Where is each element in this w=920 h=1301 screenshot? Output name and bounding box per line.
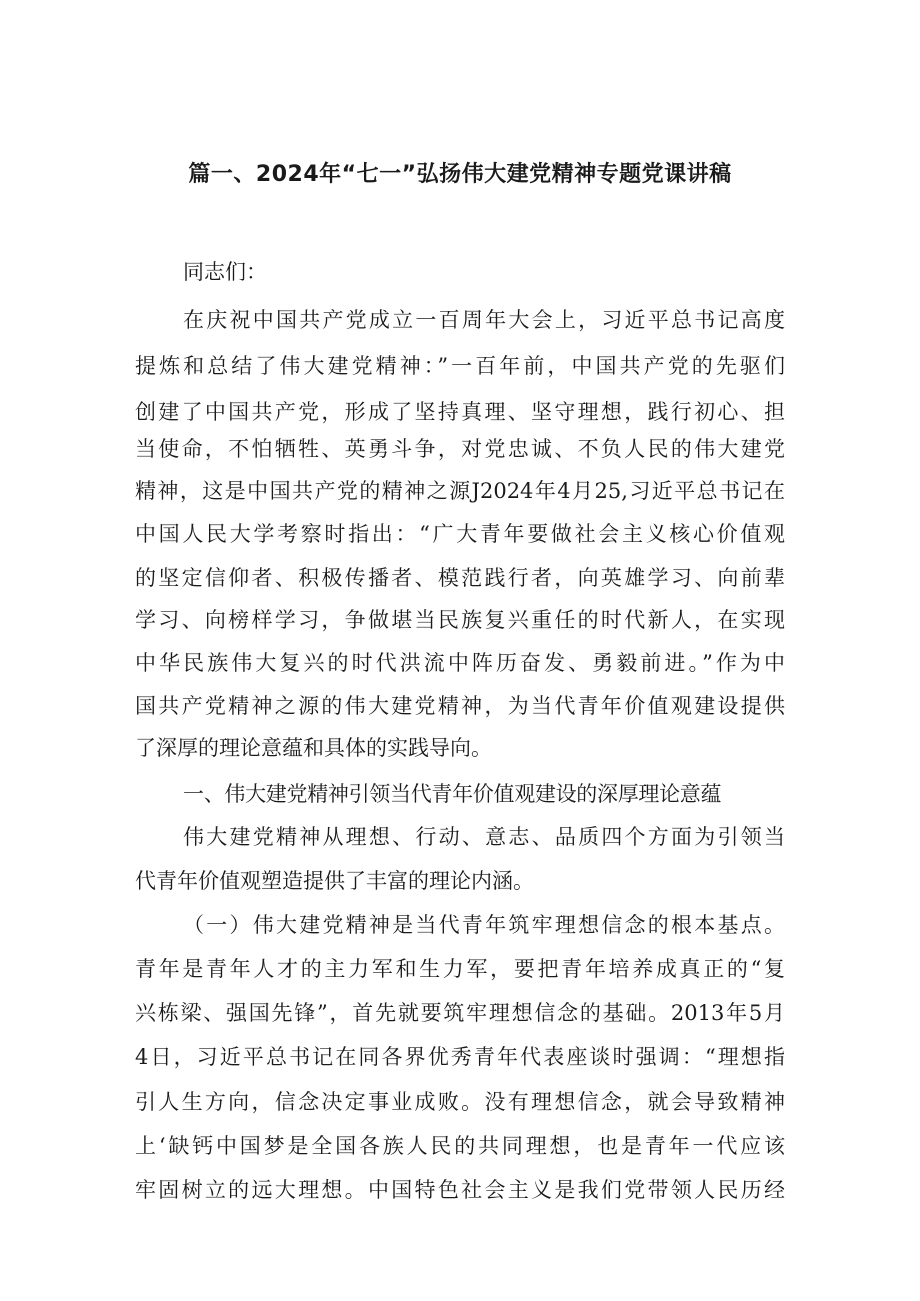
para3-line-2: 青年是青年人才的主力军和生力军，要把青年培养成真正的“复 [135, 957, 785, 981]
para1-line-5: 精神，这是中国共产党的精神之源J2024年4月25,习近平总书记在 [135, 479, 785, 503]
section-heading-1: 一、伟大建党精神引领当代青年价值观建设的深厚理论意蕴 [183, 782, 722, 806]
greeting: 同志们： [183, 260, 267, 284]
para1-line-6: 中国人民大学考察时指出：“广大青年要做社会主义核心价值观 [135, 522, 785, 546]
para2-line-1: 伟大建党精神从理想、行动、意志、品质四个方面为引领当 [183, 825, 785, 849]
document-title: 篇一、2024年“七一”弘扬伟大建党精神专题党课讲稿 [188, 162, 732, 187]
para3-line-7: 牢固树立的远大理想。中国特色社会主义是我们党带领人民历经 [135, 1178, 785, 1202]
para2-line-2: 代青年价值观塑造提供了丰富的理论内涵。 [135, 869, 534, 893]
para1-line-2: 提炼和总结了伟大建党精神：”一百年前，中国共产党的先驱们 [135, 354, 785, 378]
para1-line-4: 当使命，不怕牺牲、英勇斗争，对党忠诚、不负人民的伟大建党 [135, 437, 785, 461]
para3-line-5: 引人生方向，信念决定事业成败。没有理想信念，就会导致精神 [135, 1090, 785, 1114]
para1-line-10: 国共产党精神之源的伟大建党精神，为当代青年价值观建设提供 [135, 694, 785, 718]
para3-line-4: 4日，习近平总书记在同各界优秀青年代表座谈时强调：“理想指 [135, 1045, 785, 1069]
para3-line-1: （一）伟大建党精神是当代青年筑牢理想信念的根本基点。 [183, 913, 785, 937]
para1-line-9: 中华民族伟大复兴的时代洪流中阵历奋发、勇毅前进。”作为中 [135, 651, 785, 675]
para1-line-7: 的坚定信仰者、积极传播者、模范践行者，向英雄学习、向前辈 [135, 566, 785, 590]
para3-line-3: 兴栋梁、强国先锋”，首先就要筑牢理想信念的基础。2013年5月 [135, 1001, 785, 1025]
para3-line-6: 上‘缺钙中国梦是全国各族人民的共同理想，也是青年一代应该 [135, 1134, 785, 1158]
para1-line-3: 创建了中国共产党，形成了坚持真理、坚守理想，践行初心、担 [135, 400, 785, 424]
para1-line-8: 学习、向榜样学习，争做堪当民族复兴重任的时代新人，在实现 [135, 608, 785, 632]
para1-line-11: 了深厚的理论意蕴和具体的实践导向。 [135, 736, 492, 760]
para1-line-1: 在庆祝中国共产党成立一百周年大会上，习近平总书记高度 [183, 308, 785, 332]
